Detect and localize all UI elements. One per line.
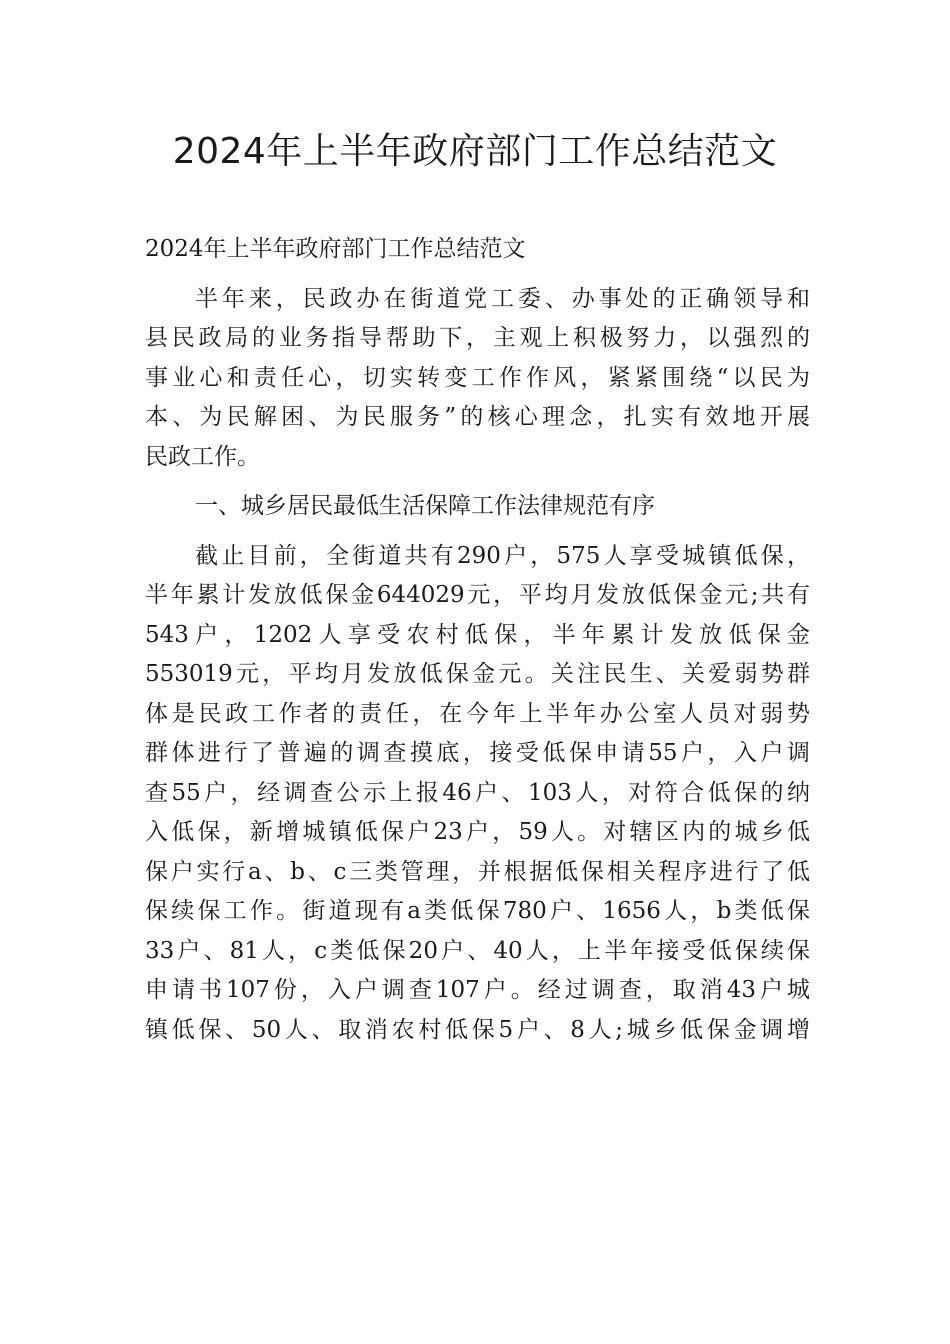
text-line: 民政工作。 (145, 443, 260, 470)
text-line: 保续保工作。街道现有a类低保780户、1656人，b类低保 (145, 898, 810, 924)
text-line: 半年累计发放低保金644029元，平均月发放低保金元;共有 (145, 582, 810, 608)
text-line: 本、为民解困、为民服务”的核心理念，扎实有效地开展 (145, 404, 810, 430)
text-line: 半年来，民政办在街道党工委、办事处的正确领导和 (195, 285, 810, 312)
text-line: 查55户，经调查公示上报46户、103人，对符合低保的纳 (145, 779, 810, 806)
document-title: 2024年上半年政府部门工作总结范文 (172, 131, 778, 172)
text-line: 保户实行a、b、c三类管理，并根据低保相关程序进行了低 (145, 858, 810, 885)
text-line: 申请书107份，入户调查107户。经过调查，取消43户城 (145, 977, 810, 1003)
text-line: 事业心和责任心，切实转变工作作风，紧紧围绕“以民为 (145, 364, 810, 391)
text-line: 553019元，平均月发放低保金元。关注民生、关爱弱势群 (145, 661, 810, 687)
text-line: 截止目前，全街道共有290户，575人享受城镇低保， (195, 542, 810, 569)
text-line: 县民政局的业务指导帮助下，主观上积极努力，以强烈的 (145, 325, 810, 351)
text-line: 群体进行了普遍的调查摸底，接受低保申请55户，入户调 (145, 740, 810, 766)
text-line: 33户、81人，c类低保20户、40人，上半年接受低保续保 (145, 937, 810, 964)
text-line: 2024年上半年政府部门工作总结范文 (145, 236, 526, 262)
section-heading: 一、城乡居民最低生活保障工作法律规范有序 (195, 493, 655, 519)
text-line: 入低保，新增城镇低保户23户，59人。对辖区内的城乡低 (145, 819, 810, 845)
text-line: 543户，1202人享受农村低保，半年累计发放低保金 (145, 621, 810, 648)
document-body (145, 230, 810, 1050)
text-line: 镇低保、50人、取消农村低保5户、8人;城乡低保金调增 (145, 1016, 810, 1043)
text-line: 体是民政工作者的责任，在今年上半年办公室人员对弱势 (145, 700, 810, 727)
